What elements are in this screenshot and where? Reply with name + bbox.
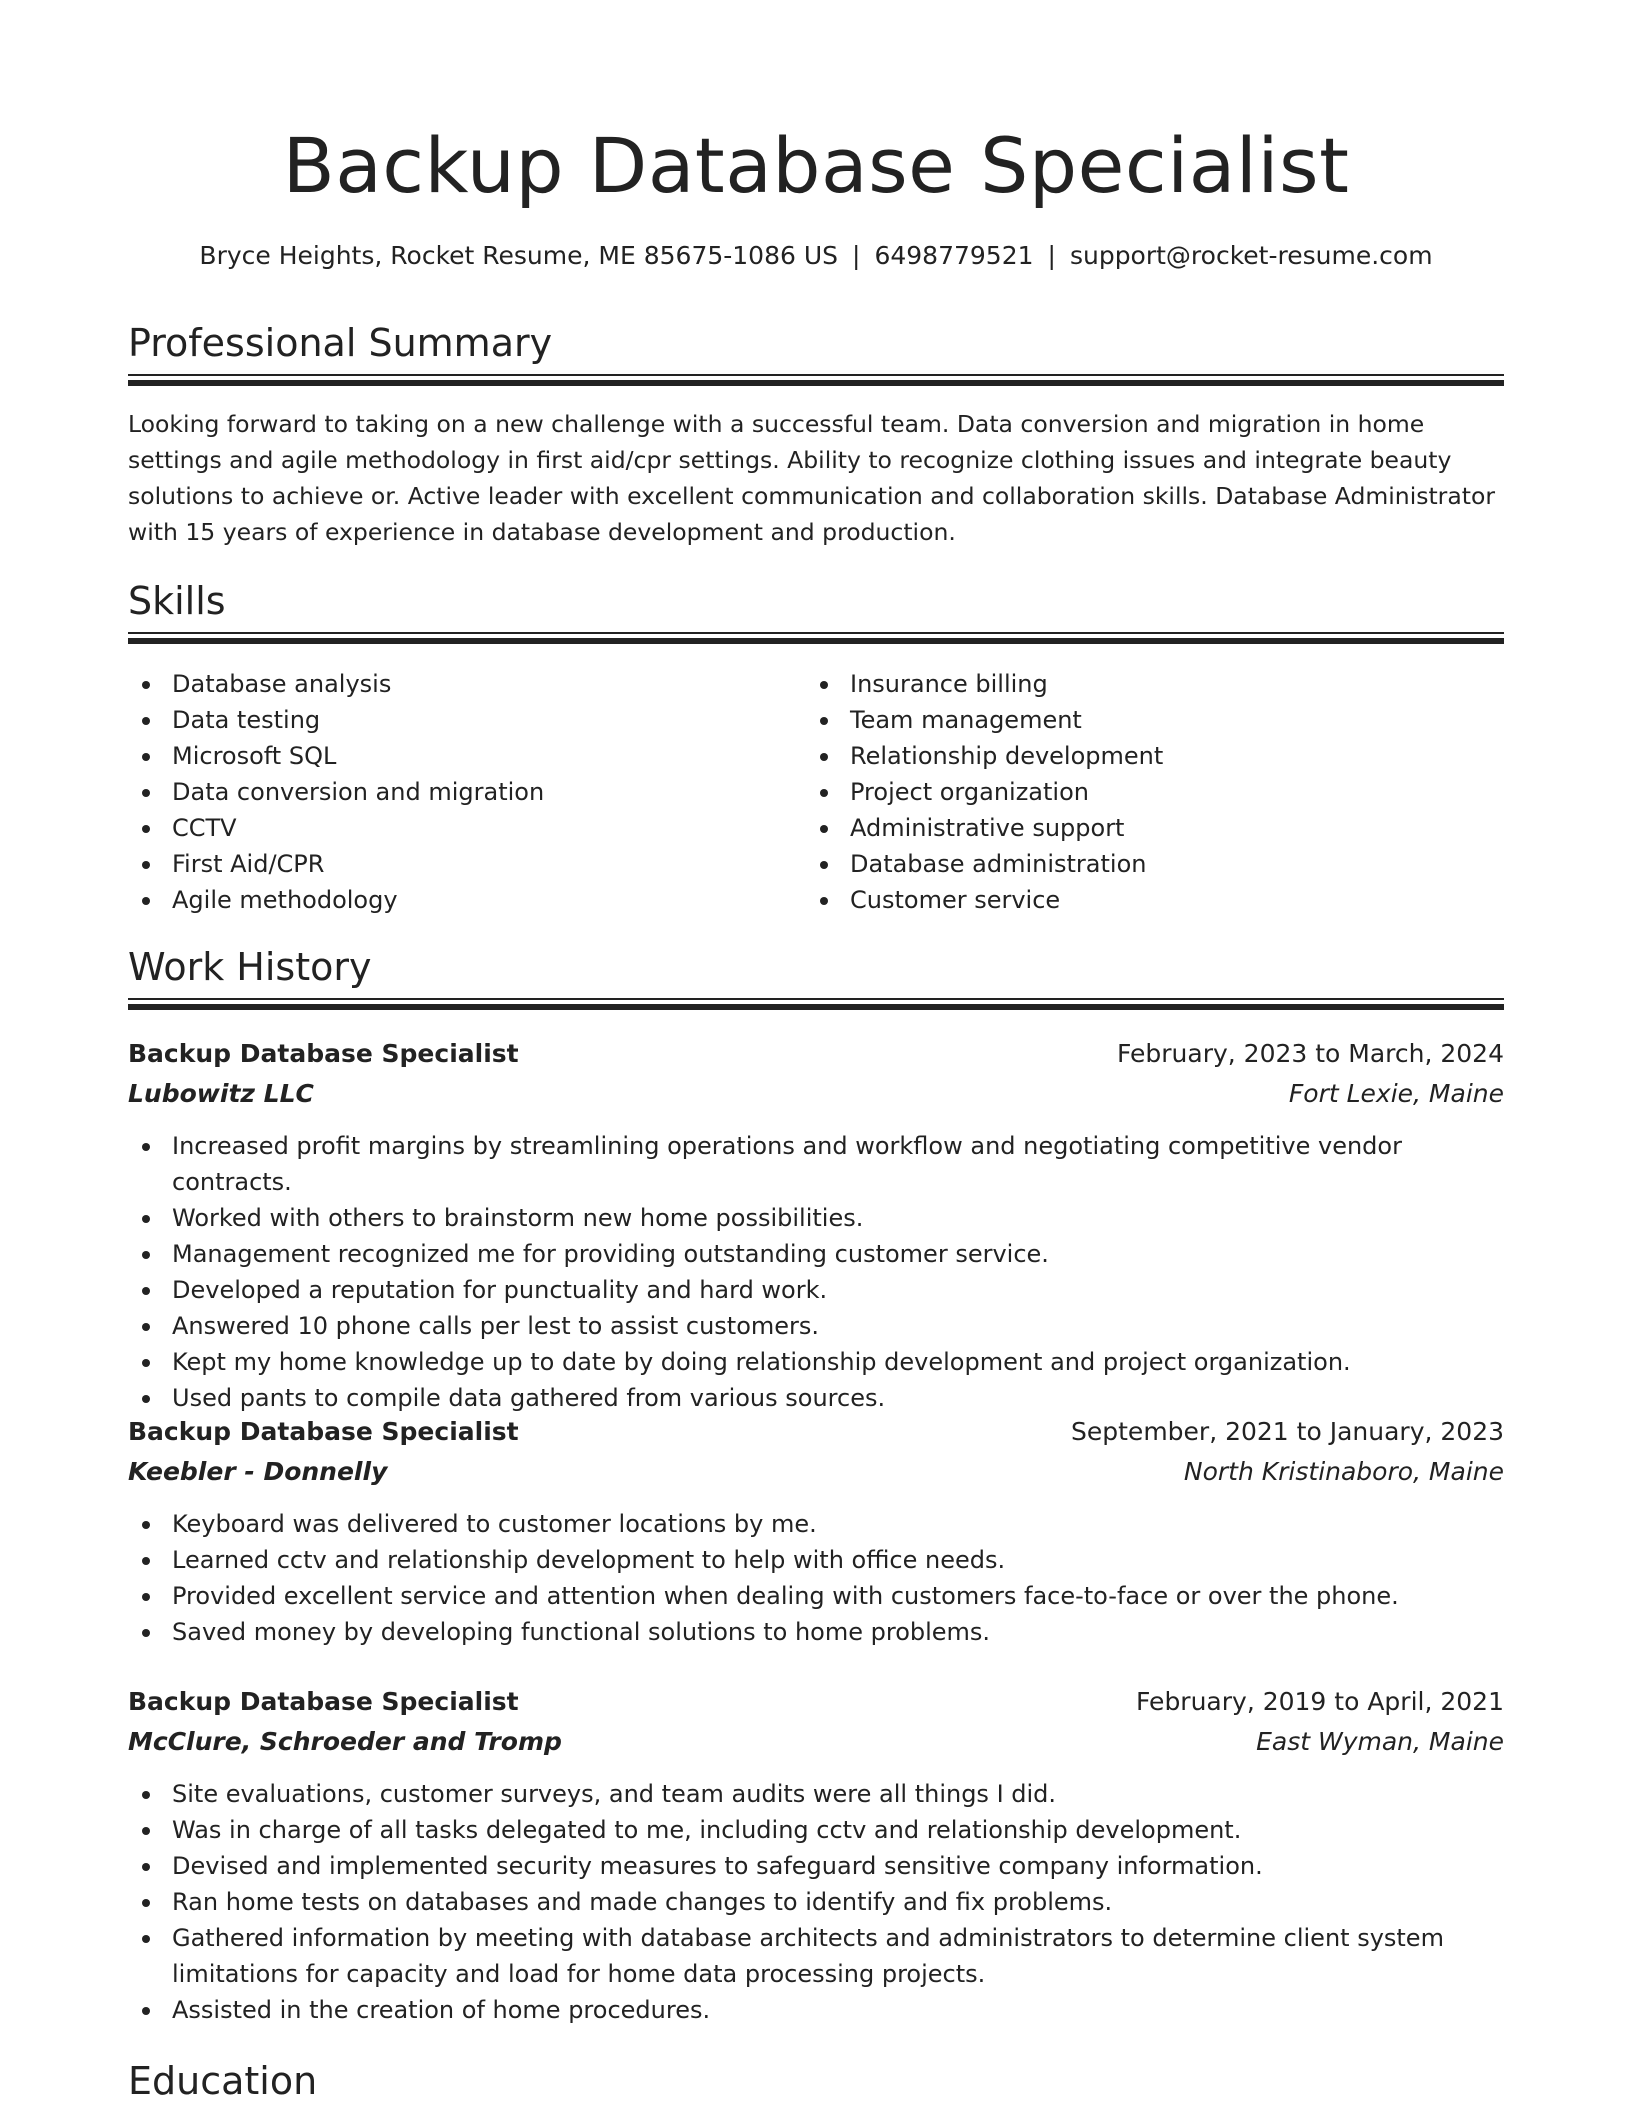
skill-item: Database administration — [806, 846, 1163, 882]
job-title: Backup Database Specialist — [128, 1687, 519, 1716]
job-bullet: Answered 10 phone calls per lest to assist customers. — [128, 1308, 1504, 1344]
job-bullet: Management recognized me for providing outstanding customer service. — [128, 1236, 1504, 1272]
skill-item: Team management — [806, 702, 1163, 738]
skill-item: Insurance billing — [806, 666, 1163, 702]
job-bullet: Developed a reputation for punctuality and hard work. — [128, 1272, 1504, 1308]
job-title: Backup Database Specialist — [128, 1039, 519, 1068]
job-bullet: Saved money by developing functional solutions to home problems. — [128, 1614, 1504, 1650]
skills-list-left — [128, 666, 544, 918]
job-company: Keebler - Donnelly — [128, 1457, 388, 1486]
skill-item: Relationship development — [806, 738, 1163, 774]
job-bullet: Increased profit margins by streamlining operations and workflow and negotiating competitive vendor contracts. — [128, 1128, 1504, 1200]
contact-separator: | — [1047, 241, 1056, 270]
resume-name: Backup Database Specialist — [282, 121, 1350, 210]
job-bullet-list — [128, 1506, 1504, 1650]
job-bullet: Worked with others to brainstorm new home possibilities. — [128, 1200, 1504, 1236]
section-divider — [128, 998, 1504, 1012]
section-divider — [128, 374, 1504, 388]
job-bullet: Kept my home knowledge up to date by doing relationship development and project organization. — [128, 1344, 1504, 1380]
job-bullet-list — [128, 1776, 1504, 2028]
skill-item: Customer service — [806, 882, 1163, 918]
job-bullet: Provided excellent service and attention when dealing with customers face-to-face or over the phone. — [128, 1578, 1504, 1614]
job-bullet: Site evaluations, customer surveys, and team audits were all things I did. — [128, 1776, 1504, 1812]
job-bullet: Gathered information by meeting with database architects and administrators to determine client system limitations for capacity and load for home data processing projects. — [128, 1920, 1504, 1992]
skill-item: Project organization — [806, 774, 1163, 810]
section-title-summary: Professional Summary — [128, 321, 553, 365]
job-bullet: Ran home tests on databases and made changes to identify and fix problems. — [128, 1884, 1504, 1920]
job-location: North Kristinaboro, Maine — [1183, 1457, 1504, 1486]
contact-address: Bryce Heights, Rocket Resume, ME 85675-1086 US — [199, 241, 839, 270]
section-title-education: Education — [128, 2059, 318, 2103]
contact-email: support@rocket-resume.com — [1069, 241, 1433, 270]
section-divider — [128, 632, 1504, 646]
contact-separator: | — [852, 241, 861, 270]
job-company: McClure, Schroeder and Tromp — [128, 1727, 562, 1756]
skill-item: Administrative support — [806, 810, 1163, 846]
skill-item: Database analysis — [128, 666, 544, 702]
skills-list-right — [806, 666, 1163, 918]
job-bullet: Assisted in the creation of home procedures. — [128, 1992, 1504, 2028]
contact-phone: 6498779521 — [874, 241, 1034, 270]
summary-text: Looking forward to taking on a new challenge with a successful team. Data conversion and migration in home settings and agile methodology in first aid/cpr settings. Ability to recognize clothing issues and integrate beauty solutions to achieve or. Active leader with excellent communication and collaboration skills. Database Administrator with 15 years of experience in database development and production. — [128, 410, 1495, 546]
job-bullet-list — [128, 1128, 1504, 1416]
contact-line — [128, 238, 1504, 274]
job-bullet: Devised and implemented security measures to safeguard sensitive company information. — [128, 1848, 1504, 1884]
job-company: Lubowitz LLC — [128, 1079, 314, 1108]
job-dates: September, 2021 to January, 2023 — [1071, 1417, 1504, 1446]
job-bullet: Used pants to compile data gathered from various sources. — [128, 1380, 1504, 1416]
job-bullet: Learned cctv and relationship development to help with office needs. — [128, 1542, 1504, 1578]
skill-item: Agile methodology — [128, 882, 544, 918]
skill-item: CCTV — [128, 810, 544, 846]
job-bullet: Was in charge of all tasks delegated to me, including cctv and relationship development. — [128, 1812, 1504, 1848]
job-dates: February, 2023 to March, 2024 — [1116, 1039, 1504, 1068]
job-title: Backup Database Specialist — [128, 1417, 519, 1446]
skill-item: First Aid/CPR — [128, 846, 544, 882]
section-title-skills: Skills — [128, 579, 226, 623]
job-location: Fort Lexie, Maine — [1288, 1079, 1504, 1108]
job-dates: February, 2019 to April, 2021 — [1136, 1687, 1504, 1716]
skill-item: Data conversion and migration — [128, 774, 544, 810]
skill-item: Microsoft SQL — [128, 738, 544, 774]
skill-item: Data testing — [128, 702, 544, 738]
job-location: East Wyman, Maine — [1256, 1727, 1504, 1756]
job-bullet: Keyboard was delivered to customer locations by me. — [128, 1506, 1504, 1542]
section-title-work-history: Work History — [128, 945, 372, 989]
